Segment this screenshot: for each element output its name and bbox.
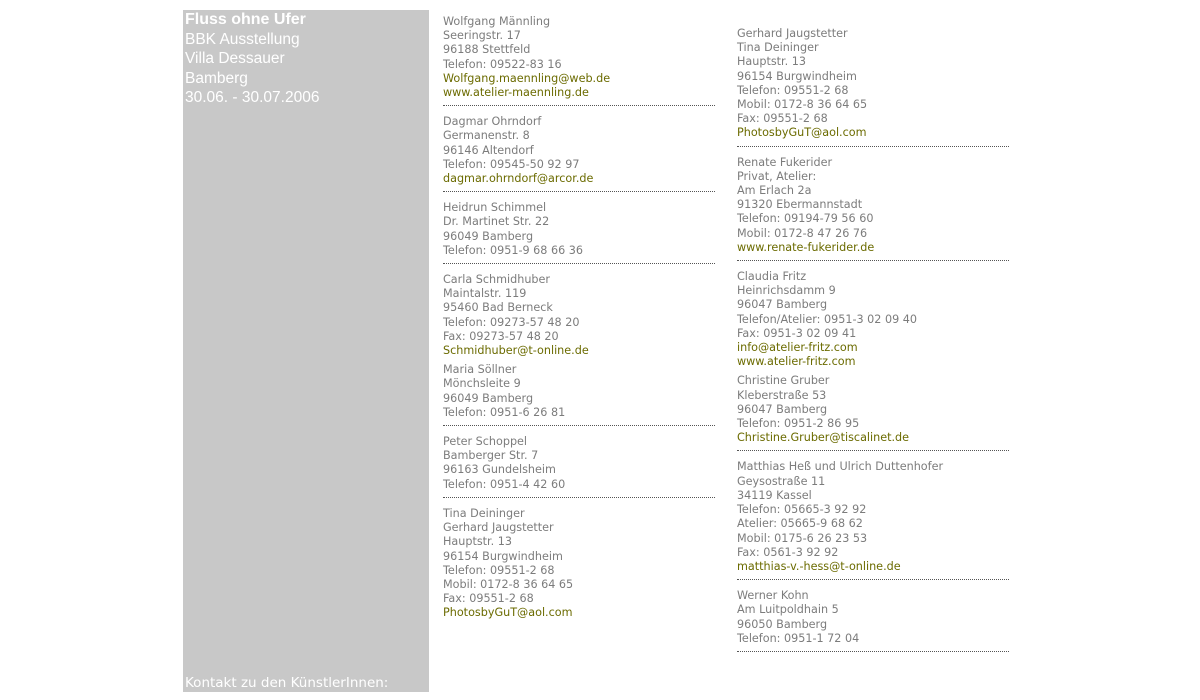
contact-detail: Gerhard Jaugstetter	[443, 521, 554, 535]
contact-detail: Fax: 0951-3 02 09 41	[737, 326, 857, 340]
contact-email-link[interactable]: dagmar.ohrndorf@arcor.de	[443, 172, 594, 186]
contact-detail: Telefon: 09194-79 56 60	[737, 212, 874, 226]
contact-detail: Dr. Martinet Str. 22	[443, 215, 550, 229]
contact-name: Gerhard Jaugstetter	[737, 27, 848, 40]
contact-email-link[interactable]: Wolfgang.maennling@web.de	[443, 71, 611, 85]
contact-detail: Mobil: 0175-6 26 23 53	[737, 531, 868, 545]
exhibition-org: BBK Ausstellung	[185, 30, 300, 48]
contact-detail: 34119 Kassel	[737, 488, 812, 502]
exhibition-title: Fluss ohne Ufer	[185, 11, 306, 28]
contact-detail: Fax: 09551-2 68	[443, 592, 534, 606]
contact-entry	[737, 460, 1009, 580]
contact-entry	[737, 27, 1009, 147]
contact-email-link[interactable]: Christine.Gruber@tiscalinet.de	[737, 431, 910, 445]
contact-name: Dagmar Ohrndorf	[443, 115, 542, 129]
contact-detail: Mönchsleite 9	[443, 377, 521, 391]
contact-entry	[443, 201, 715, 264]
contact-name: Maria Söllner	[443, 363, 517, 377]
contact-entry	[443, 115, 715, 192]
contact-website-link[interactable]: www.atelier-fritz.com	[737, 355, 856, 369]
contact-entry	[737, 374, 1009, 451]
contact-detail: 96146 Altendorf	[443, 143, 534, 157]
contact-detail: 95460 Bad Berneck	[443, 301, 553, 315]
contact-name: Werner Kohn	[737, 589, 809, 603]
contact-detail: Am Luitpoldhain 5	[737, 603, 839, 617]
contact-name: Heidrun Schimmel	[443, 201, 547, 215]
contact-name: Carla Schmidhuber	[443, 273, 551, 287]
contact-entry	[443, 507, 715, 621]
contact-email-link[interactable]: PhotosbyGuT@aol.com	[443, 606, 573, 620]
contact-email-link[interactable]: Schmidhuber@t-online.de	[443, 344, 589, 358]
exhibition-venue: Villa Dessauer	[185, 50, 285, 67]
contact-detail: Telefon: 0951-1 72 04	[737, 631, 860, 645]
contact-detail: Fax: 09551-2 68	[737, 112, 828, 126]
contact-entry	[443, 15, 715, 106]
sidebar-panel	[183, 10, 429, 692]
contact-name: Matthias Heß und Ulrich Duttenhofer	[737, 460, 944, 474]
contact-detail: 96047 Bamberg	[737, 402, 828, 416]
contact-website-link[interactable]: www.atelier-maennling.de	[443, 86, 589, 100]
contact-entry	[443, 273, 715, 358]
contact-entry	[737, 589, 1009, 652]
contact-detail: Telefon: 09551-2 68	[737, 83, 849, 97]
contact-entry	[443, 435, 715, 498]
contact-email-link[interactable]: info@atelier-fritz.com	[737, 341, 858, 355]
contact-detail: Privat, Atelier:	[737, 169, 817, 183]
contact-detail: Germanenstr. 8	[443, 129, 530, 143]
contact-detail: Telefon: 0951-6 26 81	[443, 405, 566, 419]
contact-detail: Telefon: 0951-2 86 95	[737, 417, 860, 431]
contact-detail: Telefon: 09522-83 16	[443, 57, 562, 71]
contact-detail: 96188 Stettfeld	[443, 43, 531, 57]
contact-detail: Telefon: 05665-3 92 92	[737, 503, 867, 517]
contact-detail: Mobil: 0172-8 47 26 76	[737, 226, 868, 240]
exhibition-dates: 30.06. - 30.07.2006	[185, 89, 320, 106]
contact-detail: Fax: 0561-3 92 92	[737, 545, 839, 559]
contact-name: Christine Gruber	[737, 374, 830, 388]
contact-detail: Telefon: 09273-57 48 20	[443, 315, 580, 329]
contact-detail: Geysostraße 11	[737, 474, 826, 488]
contact-email-link[interactable]: PhotosbyGuT@aol.com	[737, 126, 867, 140]
contact-entry	[737, 270, 1009, 369]
contact-detail: Mobil: 0172-8 36 64 65	[737, 98, 868, 112]
contact-column-right	[737, 27, 1009, 661]
contact-detail: 96163 Gundelsheim	[443, 463, 556, 477]
contact-name: Tina Deininger	[443, 506, 525, 520]
contact-name: Peter Schoppel	[443, 435, 528, 449]
contact-detail: Kleberstraße 53	[737, 388, 827, 402]
contact-detail: 96049 Bamberg	[443, 229, 534, 243]
contact-name: Claudia Fritz	[737, 270, 807, 284]
contact-detail: Heinrichsdamm 9	[737, 284, 836, 298]
contact-detail: Telefon: 0951-9 68 66 36	[443, 243, 584, 257]
contact-detail: Telefon: 09545-50 92 97	[443, 157, 580, 171]
contact-detail: 91320 Ebermannstadt	[737, 198, 863, 212]
contact-website-link[interactable]: www.renate-fukerider.de	[737, 240, 875, 254]
contact-detail: 96154 Burgwindheim	[737, 69, 857, 83]
contact-detail: Tina Deininger	[737, 41, 819, 55]
contact-column-left	[443, 15, 715, 626]
contact-email-link[interactable]: matthias-v.-hess@t-online.de	[737, 559, 901, 573]
contact-detail: Bamberger Str. 7	[443, 449, 539, 463]
contact-heading: Kontakt zu den KünstlerInnen:	[185, 675, 389, 691]
contact-detail: Atelier: 05665-9 68 62	[737, 517, 863, 531]
contact-detail: Telefon/Atelier: 0951-3 02 09 40	[737, 312, 918, 326]
contact-detail: Fax: 09273-57 48 20	[443, 329, 559, 343]
contact-detail: 96049 Bamberg	[443, 391, 534, 405]
contact-detail: Seeringstr. 17	[443, 29, 521, 43]
contact-entry	[443, 363, 715, 426]
contact-detail: Telefon: 09551-2 68	[443, 563, 555, 577]
contact-name: Wolfgang Männling	[443, 15, 551, 28]
contact-detail: Telefon: 0951-4 42 60	[443, 477, 566, 491]
contact-entry	[737, 156, 1009, 261]
contact-detail: Hauptstr. 13	[737, 55, 806, 69]
contact-name: Renate Fukerider	[737, 155, 833, 169]
exhibition-info	[185, 10, 319, 108]
contact-detail: Am Erlach 2a	[737, 184, 812, 198]
contact-detail: Maintalstr. 119	[443, 287, 527, 301]
contact-detail: 96154 Burgwindheim	[443, 549, 563, 563]
contact-detail: Mobil: 0172-8 36 64 65	[443, 577, 574, 591]
exhibition-city: Bamberg	[185, 69, 248, 87]
contact-detail: 96050 Bamberg	[737, 617, 828, 631]
contact-detail: 96047 Bamberg	[737, 298, 828, 312]
contact-detail: Hauptstr. 13	[443, 535, 512, 549]
